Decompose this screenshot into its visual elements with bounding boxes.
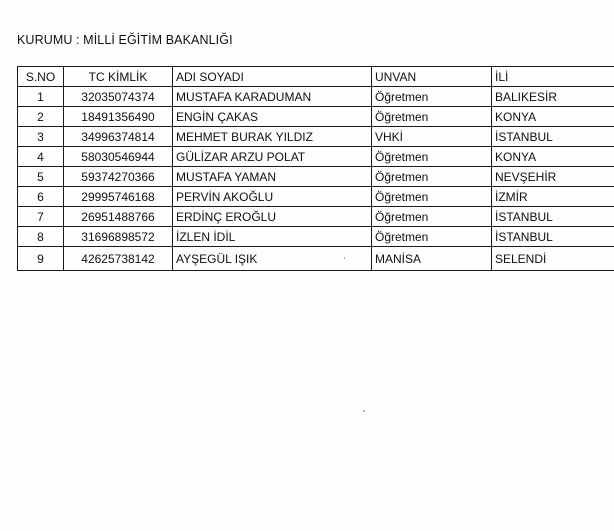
cell-name: MEHMET BURAK YILDIZ <box>173 127 372 147</box>
cell-il: İZMİR <box>492 187 614 207</box>
cell-name: ENGİN ÇAKAS <box>173 107 372 127</box>
column-header-tc: TC KİMLİK <box>64 67 173 87</box>
column-header-sno: S.NO <box>18 67 64 87</box>
cell-unvan: Öğretmen <box>372 147 492 167</box>
cell-sno: 4 <box>18 147 64 167</box>
column-header-unvan: UNVAN <box>372 67 492 87</box>
cell-il: NEVŞEHİR <box>492 167 614 187</box>
cell-name: İZLEN İDİL <box>173 227 372 247</box>
cell-tc: 31696898572 <box>64 227 173 247</box>
cell-il: SELENDİ <box>492 247 614 271</box>
cell-unvan: Öğretmen <box>372 107 492 127</box>
cell-tc: 34996374814 <box>64 127 173 147</box>
table-row <box>18 187 614 207</box>
table-header-row <box>18 67 614 87</box>
cell-tc: 42625738142 <box>64 247 173 271</box>
column-header-name: ADI SOYADI <box>173 67 372 87</box>
column-header-il: İLİ <box>492 67 614 87</box>
cell-tc: 59374270366 <box>64 167 173 187</box>
cell-il: İSTANBUL <box>492 227 614 247</box>
table-row <box>18 107 614 127</box>
cell-sno: 2 <box>18 107 64 127</box>
cell-sno: 1 <box>18 87 64 107</box>
cell-sno: 6 <box>18 187 64 207</box>
cell-sno: 3 <box>18 127 64 147</box>
cell-unvan: VHKİ <box>372 127 492 147</box>
cell-unvan: Öğretmen <box>372 187 492 207</box>
cell-unvan: Öğretmen <box>372 87 492 107</box>
cell-tc: 18491356490 <box>64 107 173 127</box>
scan-speck <box>344 257 345 259</box>
cell-il: İSTANBUL <box>492 207 614 227</box>
cell-unvan: Öğretmen <box>372 167 492 187</box>
cell-name: PERVİN AKOĞLU <box>173 187 372 207</box>
cell-sno: 9 <box>18 247 64 271</box>
cell-tc: 32035074374 <box>64 87 173 107</box>
scan-speck <box>363 410 365 412</box>
cell-tc: 26951488766 <box>64 207 173 227</box>
cell-sno: 7 <box>18 207 64 227</box>
cell-il: BALIKESİR <box>492 87 614 107</box>
personnel-table <box>17 66 614 271</box>
table-row <box>18 127 614 147</box>
cell-tc: 58030546944 <box>64 147 173 167</box>
cell-unvan: MANİSA <box>372 247 492 271</box>
table-row <box>18 87 614 107</box>
cell-name: AYŞEGÜL IŞIK <box>173 247 372 271</box>
table-row <box>18 147 614 167</box>
cell-il: İSTANBUL <box>492 127 614 147</box>
cell-name: ERDİNÇ EROĞLU <box>173 207 372 227</box>
table-row <box>18 207 614 227</box>
table-row <box>18 227 614 247</box>
cell-name: MUSTAFA KARADUMAN <box>173 87 372 107</box>
table-row <box>18 167 614 187</box>
cell-tc: 29995746168 <box>64 187 173 207</box>
cell-sno: 8 <box>18 227 64 247</box>
cell-name: GÜLİZAR ARZU POLAT <box>173 147 372 167</box>
institution-heading: KURUMU : MİLLİ EĞİTİM BAKANLIĞI <box>17 33 233 47</box>
table-row <box>18 247 614 271</box>
cell-sno: 5 <box>18 167 64 187</box>
cell-il: KONYA <box>492 107 614 127</box>
cell-il: KONYA <box>492 147 614 167</box>
cell-name: MUSTAFA YAMAN <box>173 167 372 187</box>
cell-unvan: Öğretmen <box>372 227 492 247</box>
cell-unvan: Öğretmen <box>372 207 492 227</box>
